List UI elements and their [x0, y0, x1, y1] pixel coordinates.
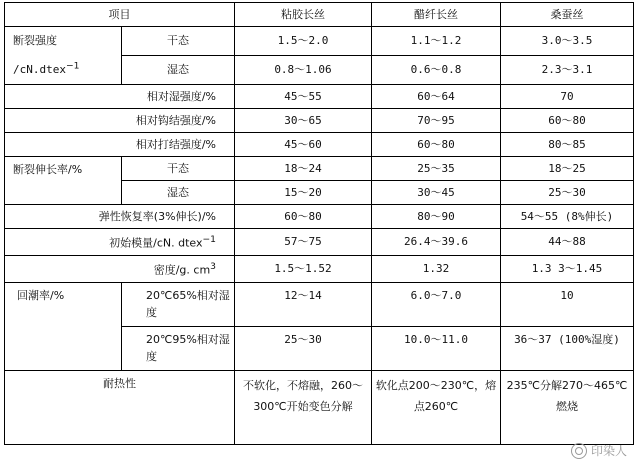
cell: 1.32: [372, 256, 501, 283]
table-row: [5, 133, 634, 157]
breaking-strength-label-line1: 断裂强度: [13, 33, 57, 47]
cell: 0.6～0.8: [372, 56, 501, 85]
initial-modulus-label: [5, 229, 235, 256]
table-row: [5, 85, 634, 109]
table-row: [5, 157, 634, 181]
cond-dry: 干态: [122, 157, 235, 181]
cell: 25～30: [235, 327, 372, 371]
cell: 60～64: [372, 85, 501, 109]
cell: 0.8～1.06: [235, 56, 372, 85]
heat-resistance-label: 耐热性: [5, 371, 235, 445]
cell: 54～55 (8%伸长): [501, 205, 634, 229]
cell: 12～14: [235, 283, 372, 327]
elongation-label: 断裂伸长率/%: [5, 157, 122, 205]
cond-wet: 湿态: [122, 181, 235, 205]
cell: 80～90: [372, 205, 501, 229]
cell: 235℃分解270～465℃燃烧: [501, 371, 634, 445]
cell: 10.0～11.0: [372, 327, 501, 371]
rel-knot-strength-label: 相对打结强度/%: [5, 133, 235, 157]
cell: 25～35: [372, 157, 501, 181]
table-row: [5, 27, 634, 56]
elastic-recovery-label: 弹性恢复率(3%伸长)/%: [5, 205, 235, 229]
table-header-row: [5, 3, 634, 27]
watermark: [571, 442, 627, 459]
cell: 70～95: [372, 109, 501, 133]
cell: 60～80: [372, 133, 501, 157]
cell: 45～55: [235, 85, 372, 109]
table-row: [5, 109, 634, 133]
cond-wet: 湿态: [122, 56, 235, 85]
cell: 80～85: [501, 133, 634, 157]
cell: 18～25: [501, 157, 634, 181]
density-text: 密度/g. cm: [153, 263, 211, 277]
cell: 70: [501, 85, 634, 109]
cell: 1.5～2.0: [235, 27, 372, 56]
cell: 60～80: [235, 205, 372, 229]
breaking-strength-unit: /cN.dtex: [13, 63, 66, 77]
cell: 10: [501, 283, 634, 327]
cond-dry: 干态: [122, 27, 235, 56]
cell: 3.0～3.5: [501, 27, 634, 56]
cell: 6.0～7.0: [372, 283, 501, 327]
table-row: [5, 256, 634, 283]
cell: 1.3 3～1.45: [501, 256, 634, 283]
cell: 15～20: [235, 181, 372, 205]
fiber-properties-table: [4, 2, 634, 445]
cell: 57～75: [235, 229, 372, 256]
breaking-strength-label-line2: [13, 60, 80, 77]
moisture-regain-label: 回潮率/%: [5, 283, 122, 371]
cell: 60～80: [501, 109, 634, 133]
cell: 2.3～3.1: [501, 56, 634, 85]
cell: 30～65: [235, 109, 372, 133]
cell: 1.1～1.2: [372, 27, 501, 56]
cell: 软化点200～230℃，熔点260℃: [372, 371, 501, 445]
table-row: [5, 283, 634, 327]
table-row: [5, 205, 634, 229]
watermark-logo-icon: [571, 443, 587, 459]
rel-hook-strength-label: 相对钩结强度/%: [5, 109, 235, 133]
cell: 18～24: [235, 157, 372, 181]
cell: 25～30: [501, 181, 634, 205]
table-row: [5, 371, 634, 445]
cell: 45～60: [235, 133, 372, 157]
rel-wet-strength-label: 相对湿强度/%: [5, 85, 235, 109]
cell: 44～88: [501, 229, 634, 256]
initial-modulus-text: 初始模量/cN. dtex: [109, 236, 203, 250]
watermark-text: 印染人: [590, 444, 627, 458]
cell: 26.4～39.6: [372, 229, 501, 256]
breaking-strength-label: [5, 27, 122, 85]
table-row: [5, 229, 634, 256]
header-item: 项目: [5, 3, 235, 27]
cell: 30～45: [372, 181, 501, 205]
cond-95: 20℃95%相对湿度: [122, 327, 235, 371]
header-acetate: 醋纤长丝: [372, 3, 501, 27]
initial-modulus-sup: −1: [202, 234, 216, 246]
cond-65: 20℃65%相对湿度: [122, 283, 235, 327]
cell: 36～37 (100%湿度): [501, 327, 634, 371]
header-silk: 桑蚕丝: [501, 3, 634, 27]
density-label: [5, 256, 235, 283]
density-sup: 3: [210, 261, 216, 273]
breaking-strength-sup: −1: [65, 60, 80, 72]
cell: 1.5～1.52: [235, 256, 372, 283]
cell: 不软化，不熔融，260～300℃开始变色分解: [235, 371, 372, 445]
header-viscose: 粘胶长丝: [235, 3, 372, 27]
